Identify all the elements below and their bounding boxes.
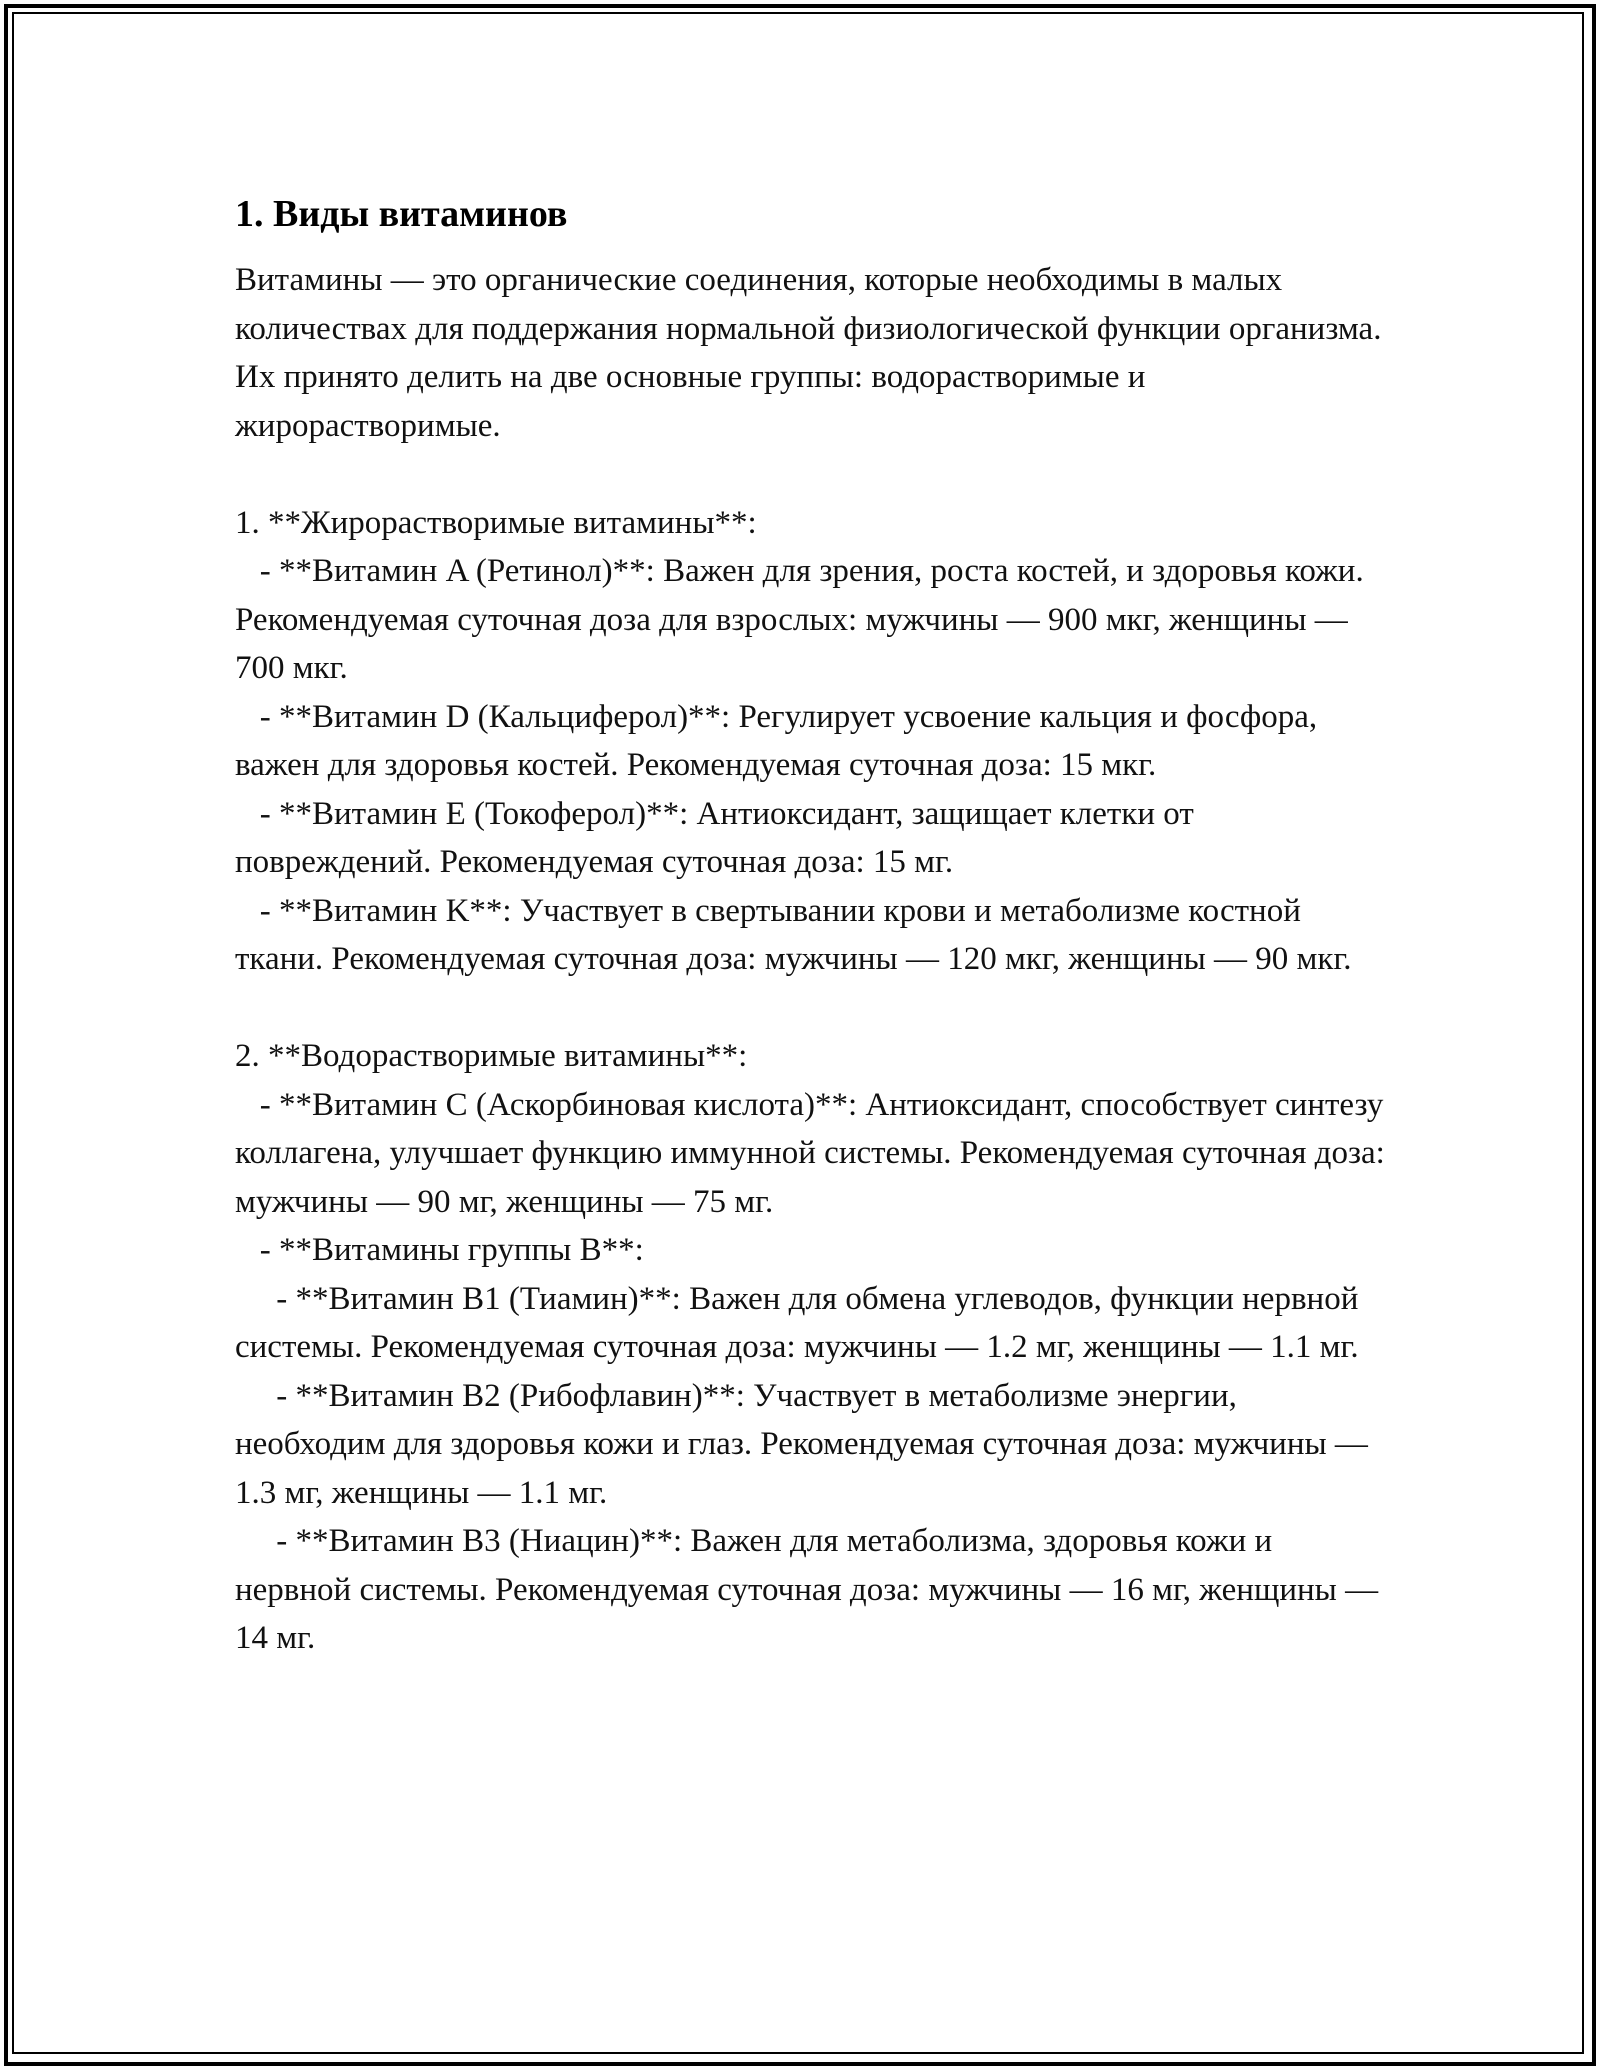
section-water-soluble [235, 1032, 1394, 1663]
intro-paragraph: Витамины — это органические соединения, которые необходимы в малых количествах для поддержания нормальной физиологической функции организма. Их принято делить на две основные группы: водорастворимые и жирорастворимые. [235, 262, 1390, 444]
document-body [235, 188, 1394, 1663]
vitamin-k-item: - **Витамин K**: Участвует в свертывании крови и метаболизме костной ткани. Рекомендуемая суточная доза: мужчины — 120 мкг, женщины — 90 мкг. [235, 892, 1352, 977]
vitamin-b1-item: - **Витамин B1 (Тиамин)**: Важен для обмена углеводов, функции нервной системы. Рекомендуемая суточная доза: мужчины — 1.2 мг, женщины — 1.1 мг. [235, 1280, 1367, 1365]
vitamin-a-item: - **Витамин A (Ретинол)**: Важен для зрения, роста костей, и здоровья кожи. Рекомендуемая суточная доза для взрослых: мужчины — 900 мкг, женщины — 700 мкг. [235, 553, 1372, 686]
section-heading: 1. **Жирорастворимые витамины**: [235, 504, 757, 541]
vitamin-b-group-item: - **Витамины группы B**: [235, 1232, 644, 1268]
section-fat-soluble [235, 499, 1385, 984]
section-spacer [235, 450, 1385, 499]
section-spacer [235, 984, 1385, 1033]
vitamin-d-item: - **Витамин D (Кальциферол)**: Регулирует усвоение кальция и фосфора, важен для здоровья костей. Рекомендуемая суточная доза: 15 мкг. [235, 698, 1326, 783]
vitamin-e-item: - **Витамин E (Токоферол)**: Антиоксидант, защищает клетки от повреждений. Рекомендуемая суточная доза: 15 мг. [235, 795, 1202, 880]
vitamin-b3-item: - **Витамин B3 (Ниацин)**: Важен для метаболизма, здоровья кожи и нервной системы. Рекомендуемая суточная доза: мужчины — 16 мг, женщины — 14 мг. [235, 1523, 1387, 1656]
vitamin-b2-item: - **Витамин B2 (Рибофлавин)**: Участвует в метаболизме энергии, необходим для здоровья кожи и глаз. Рекомендуемая суточная доза: мужчины — 1.3 мг, женщины — 1.1 мг. [235, 1377, 1377, 1511]
document-title: 1. Виды витаминов [235, 193, 568, 235]
vitamin-c-item: - **Витамин C (Аскорбиновая кислота)**: Антиоксидант, способствует синтезу коллагена, улучшает функцию иммунной системы. Рекомендуемая суточная доза: мужчины — 90 мг, женщины — 75 мг. [235, 1086, 1394, 1220]
section-heading: 2. **Водорастворимые витамины**: [235, 1038, 748, 1074]
